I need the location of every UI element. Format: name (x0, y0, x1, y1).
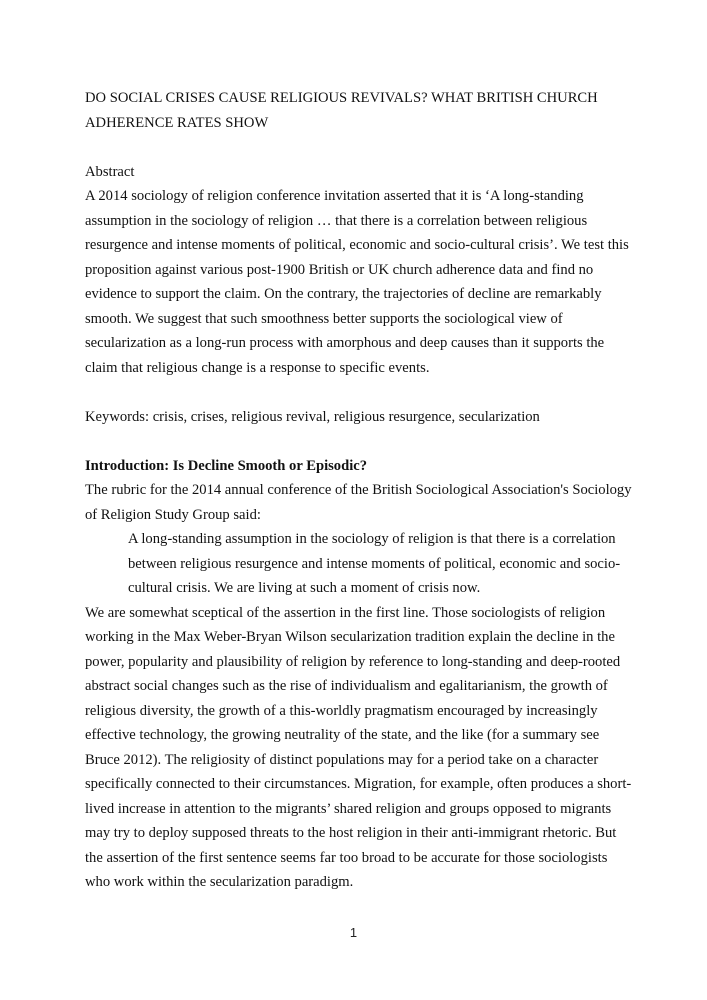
abstract-line: A 2014 sociology of religion conference invitation asserted that it is ‘A long-standing (85, 188, 584, 204)
abstract-line: resurgence and intense moments of political, economic and socio-cultural crisis’. We test this (85, 237, 629, 253)
body-line: Bruce 2012). The religiosity of distinct populations may for a period take on a character (85, 751, 599, 768)
body-line: power, popularity and plausibility of religion by reference to long-standing and deep-rooted (85, 653, 621, 670)
title-line-1: DO SOCIAL CRISES CAUSE RELIGIOUS REVIVALS? WHAT BRITISH CHURCH (85, 90, 598, 106)
quote-line: A long-standing assumption in the sociology of religion is that there is a correlation (128, 531, 616, 547)
body-line: working in the Max Weber-Bryan Wilson secularization tradition explain the decline in the (85, 629, 615, 645)
body-line: may try to deploy supposed threats to the host religion in their anti-immigrant rhetoric. But (85, 825, 617, 841)
spacer (85, 380, 625, 405)
quote-line: cultural crisis. We are living at such a moment of crisis now. (128, 580, 481, 596)
page-number: 1 (349, 925, 358, 940)
body-line: effective technology, the growing neutrality of the state, and the like (for a summary see (85, 727, 600, 743)
body-line: specifically connected to their circumstances. Migration, for example, often produces a short- (85, 776, 632, 792)
spacer (85, 429, 625, 454)
body-line: religious diversity, the growth of a this-worldly pragmatism encouraged by increasingly (85, 702, 598, 719)
intro-line: The rubric for the 2014 annual conference of the British Sociological Association's Sociology (85, 482, 632, 498)
quote-line: between religious resurgence and intense moments of political, economic and socio- (128, 555, 621, 572)
body-line: who work within the secularization paradigm. (85, 874, 354, 890)
abstract-line: evidence to support the claim. On the contrary, the trajectories of decline are remarkably (85, 286, 602, 302)
abstract-line: claim that religious change is a response to specific events. (85, 359, 430, 376)
document-page (85, 86, 632, 895)
title-line-2: ADHERENCE RATES SHOW (85, 114, 269, 131)
body-paragraph (85, 601, 632, 895)
spacer (85, 135, 625, 160)
body-line: abstract social changes such as the rise of individualism and egalitarianism, the growth of (85, 678, 608, 694)
keywords: Keywords: crisis, crises, religious revival, religious resurgence, secularization (85, 408, 540, 425)
body-line: lived increase in attention to the migrants’ shared religion and groups opposed to migrants (85, 800, 612, 817)
introduction-section (85, 454, 632, 895)
section-heading: Introduction: Is Decline Smooth or Episodic? (85, 457, 368, 474)
body-line: the assertion of the first sentence seems far too broad to be accurate for those sociologists (85, 849, 608, 866)
abstract-line: proposition against various post-1900 British or UK church adherence data and find no (85, 261, 594, 278)
abstract-line: secularization as a long-run process with amorphous and deep causes than it supports the (85, 335, 605, 351)
paper-title (85, 86, 625, 135)
intro-line: of Religion Study Group said: (85, 506, 261, 523)
abstract-line: smooth. We suggest that such smoothness better supports the sociological view of (85, 310, 563, 327)
body-line: We are somewhat sceptical of the assertion in the first line. Those sociologists of religion (85, 604, 606, 621)
block-quote (85, 527, 625, 601)
abstract-section (85, 160, 629, 381)
abstract-line: assumption in the sociology of religion … that there is a correlation between religious (85, 212, 588, 229)
abstract-heading: Abstract (85, 163, 135, 180)
